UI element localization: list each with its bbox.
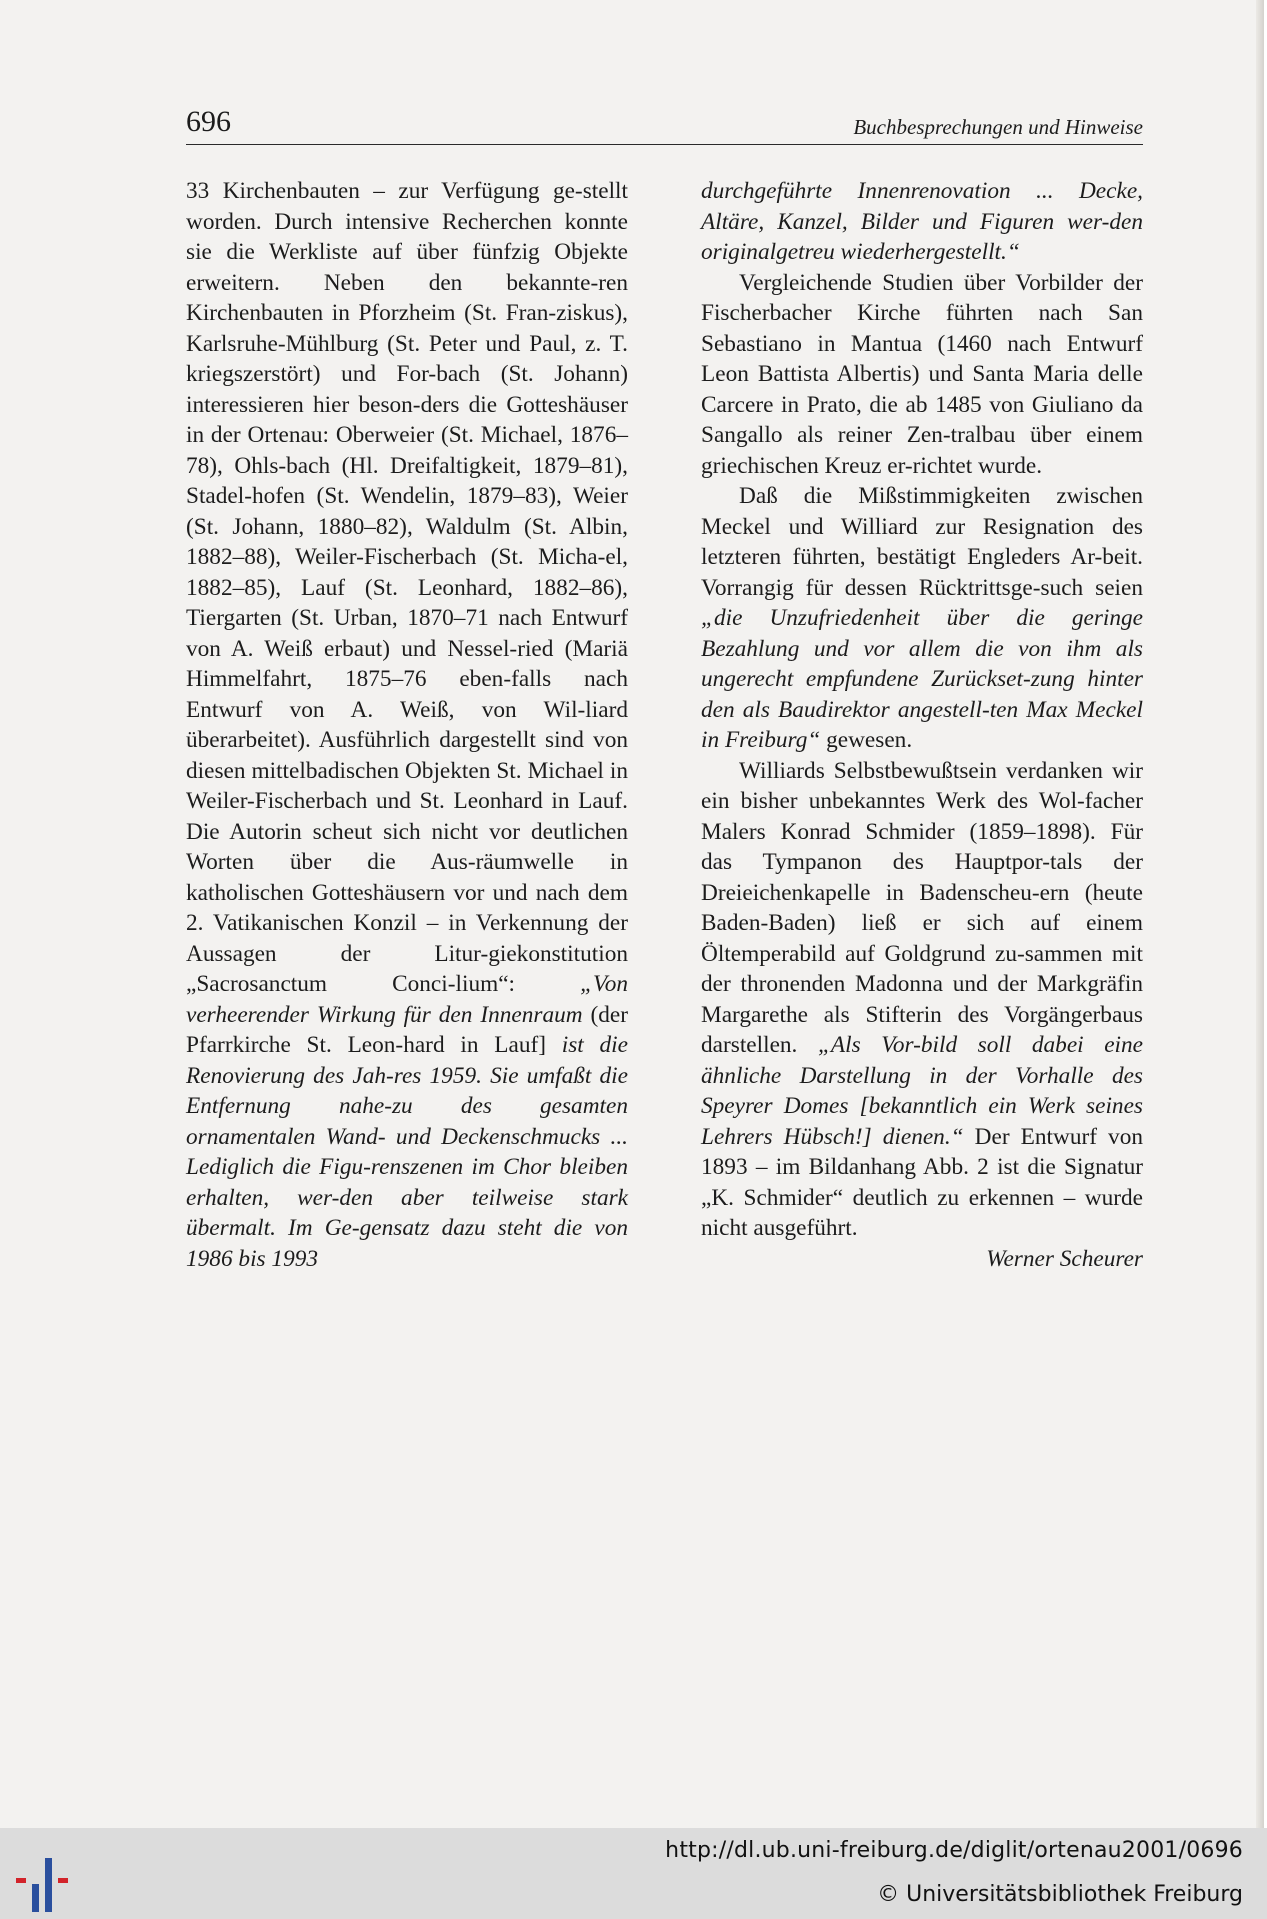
quotation: ist die Renovierung des Jah-res 1959. Sie umfaßt die Entfernung nahe-zu des gesamten ornamentalen Wand- und Deckenschmucks ... Lediglich die Figu-renszenen im Chor bleiben erhalten, wer-den aber teilweise stark übermalt. Im Ge-gensatz dazu steht die von 1986 bis 1993 xyxy=(186,1032,628,1272)
quotation: durchgeführte Innenrenovation ... Decke, Altäre, Kanzel, Bilder und Figuren wer-den originalgetreu wiederhergestellt.“ xyxy=(701,178,1143,265)
paragraph-text: Daß die Mißstimmigkeiten zwischen Meckel und Williard zur Resignation des letzteren führten, bestätigt Engleders Ar-beit. Vorrangig für dessen Rücktrittsge-such seien xyxy=(701,483,1143,601)
copyright-notice: © Universitätsbibliothek Freiburg xyxy=(877,1882,1243,1907)
permalink-url[interactable]: http://dl.ub.uni-freiburg.de/diglit/ortenau2001/0696 xyxy=(665,1838,1243,1863)
quotation: „Von verheerender Wirkung für den Innenraum xyxy=(186,971,628,1028)
running-header xyxy=(186,102,1143,145)
paragraph-text: 33 Kirchenbauten – zur Verfügung ge-stellt worden. Durch intensive Recherchen konnte sie die Werkliste auf über fünfzig Objekte erweitern. Neben den bekannte-ren Kirchenbauten in Pforzheim (St. Fran-ziskus), Karlsruhe-Mühlburg (St. Peter und Paul, z. T. kriegszerstört) und For-bach (St. Johann) interessieren hier beson-ders die Gotteshäuser in der Ortenau: Oberweier (St. Michael, 1876–78), Ohls-bach (Hl. Dreifaltigkeit, 1879–81), Stadel-hofen (St. Wendelin, 1879–83), Weier (St. Johann, 1880–82), Waldulm (St. Albin, 1882–88), Weiler-Fischerbach (St. Micha-el, 1882–85), Lauf (St. Leonhard, 1882–86), Tiergarten (St. Urban, 1870–71 nach Entwurf von A. Weiß erbaut) und Nessel-ried (Mariä Himmelfahrt, 1875–76 eben-falls nach Entwurf von A. Weiß, von Wil-liard überarbeitet). Ausführlich dargestellt sind von diesen mittelbadischen Objekten St. Michael in Weiler-Fischerbach und St. Leonhard in Lauf. Die Autorin scheut sich nicht vor deutlichen Worten über die Aus-räumwelle in katholischen Gotteshäusern vor und nach dem 2. Vatikanischen Konzil – in Verkennung der Aussagen der Litur-giekonstitution „Sacrosanctum Conci-lium“: xyxy=(186,178,628,997)
quotation: „die Unzufriedenheit über die geringe Bezahlung und vor allem die von ihm als ungerecht empfundene Zurückset-zung hinter den als Baudirektor angestell-ten Max Meckel in Freiburg“ xyxy=(701,605,1143,753)
paragraph-text: (der Pfarrkirche St. Leon-hard in Lauf] xyxy=(186,1001,628,1058)
section-title: Buchbesprechungen und Hinweise xyxy=(853,115,1143,139)
footer-bar xyxy=(0,1828,1267,1919)
paragraph-text: gewesen. xyxy=(820,727,913,753)
quotation: „Als Vor-bild soll dabei eine ähnliche Darstellung in der Vorhalle des Speyrer Domes [bekanntlich ein Werk seines Lehrers Hübsch!] dienen.“ xyxy=(701,1032,1143,1150)
paragraph xyxy=(701,481,1143,756)
paragraph-text: Der Entwurf von 1893 – im Bildanhang Abb. 2 ist die Signatur „K. Schmider“ deutlich zu erkennen – wurde nicht ausgeführt. xyxy=(701,1123,1143,1241)
library-logo-icon xyxy=(14,1856,80,1914)
paragraph: Vergleichende Studien über Vorbilder der Fischerbacher Kirche führten nach San Sebastiano in Mantua (1460 nach Entwurf Leon Battista Albertis) und Santa Maria delle Carcere in Prato, die ab 1485 von Giuliano da Sangallo als reiner Zen-tralbau über einem griechischen Kreuz er-richtet wurde. xyxy=(701,269,1143,479)
page-edge-shadow xyxy=(1256,0,1264,1828)
left-column xyxy=(186,176,628,1274)
paragraph xyxy=(186,176,628,1274)
right-column xyxy=(701,176,1143,1274)
author-signature: Werner Scheurer xyxy=(986,1245,1143,1272)
paragraph xyxy=(701,756,1143,1244)
paragraph-text: Williards Selbstbewußtsein verdanken wir ein bisher unbekanntes Werk des Wol-facher Malers Konrad Schmider (1859–1898). Für das Tympanon des Hauptpor-tals der Dreieichenkapelle in Badenscheu-ern (heute Baden-Baden) ließ er sich auf einem Öltemperabild auf Goldgrund zu-sammen mit der thronenden Madonna und der Markgräfin Margarethe als Stifterin des Vorgängerbaus darstellen. xyxy=(701,757,1143,1058)
page-number: 696 xyxy=(186,105,231,138)
paragraph xyxy=(701,176,1143,268)
